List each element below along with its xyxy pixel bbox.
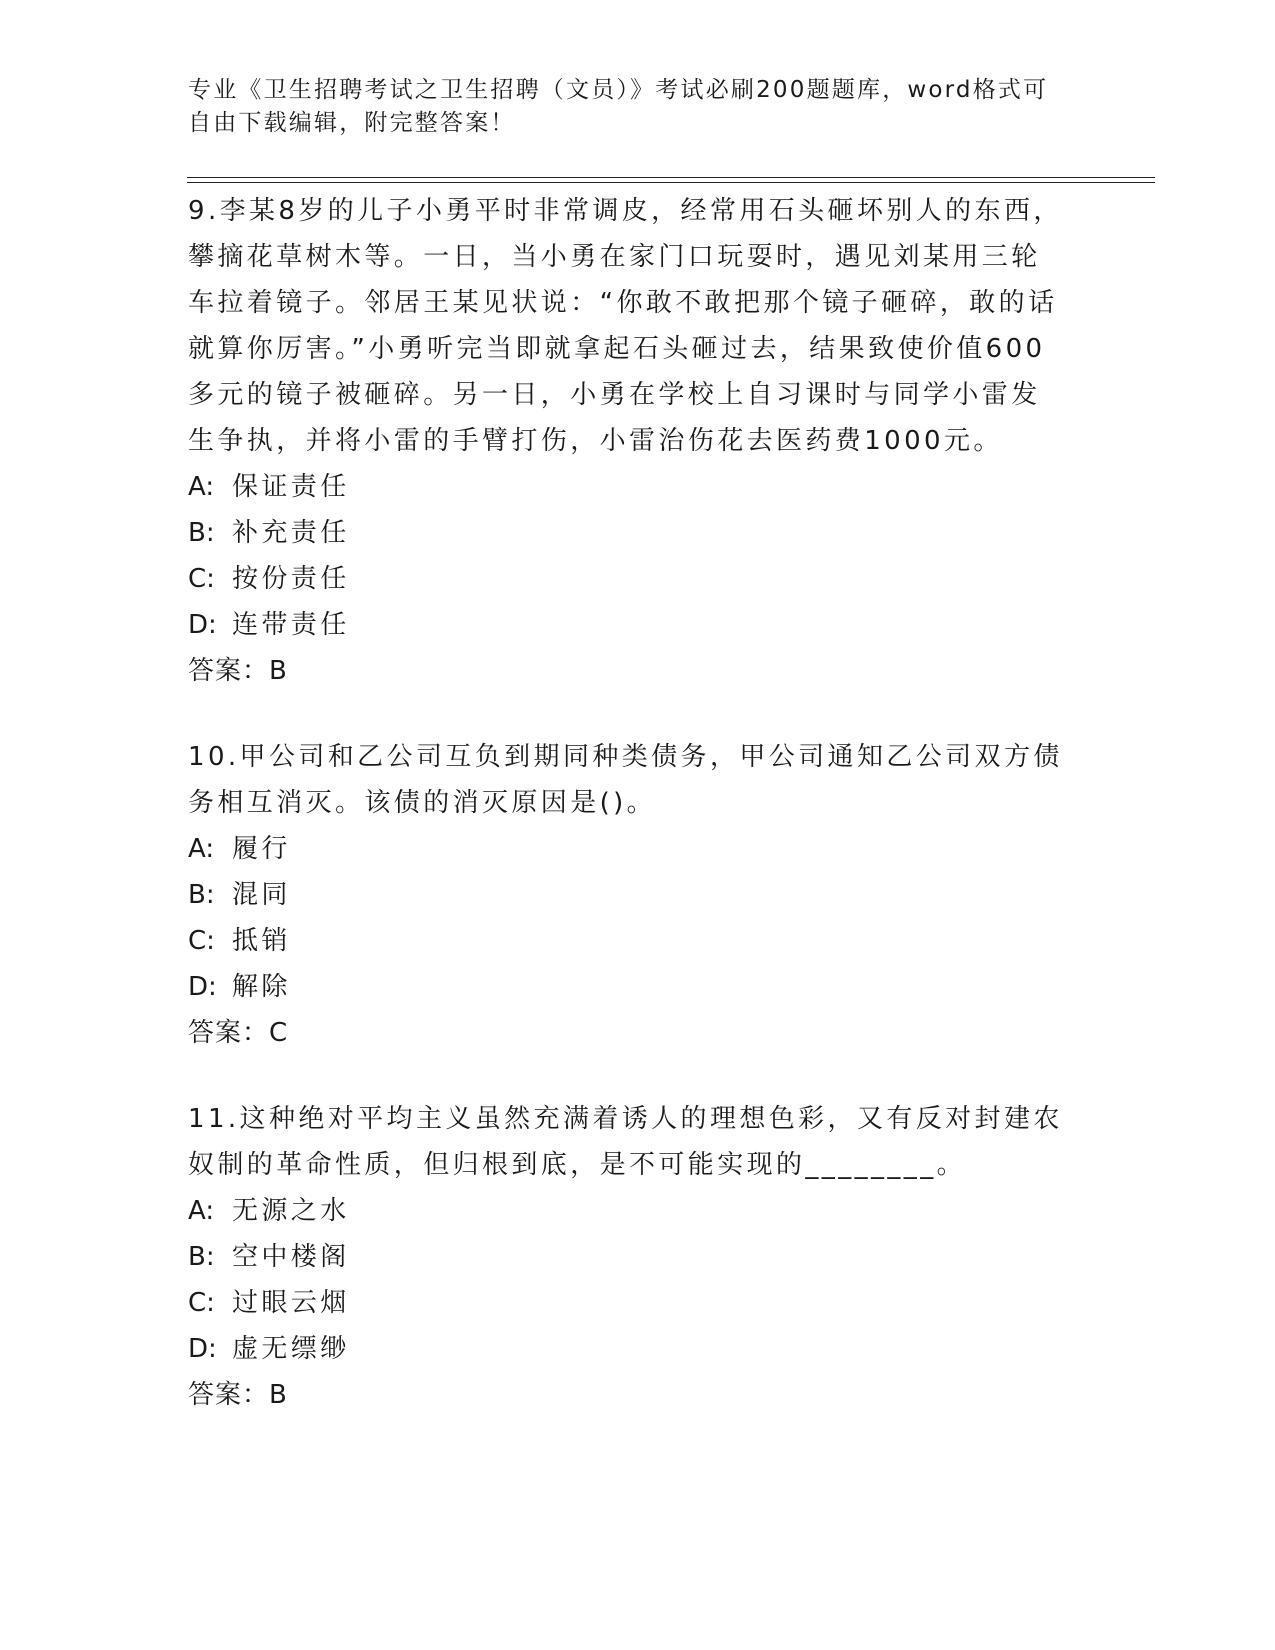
option-letter: B: xyxy=(188,1242,215,1272)
option-letter: C: xyxy=(188,564,215,594)
option-text: 按份责任 xyxy=(232,564,350,594)
question-stem: 11.这种绝对平均主义虽然充满着诱人的理想色彩，又有反对封建农奴制的革命性质，但归根到底，是不可能实现的________。 xyxy=(188,1104,1063,1180)
option-c xyxy=(188,556,1068,602)
question-stem: 9.李某8岁的儿子小勇平时非常调皮，经常用石头砸坏别人的东西，攀摘花草树木等。一日，当小勇在家门口玩耍时，遇见刘某用三轮车拉着镜子。邻居王某见状说：“你敢不敢把那个镜子砸碎，敢的话就算你厉害。”小勇听完当即就拿起石头砸过去，结果致使价值600多元的镜子被砸碎。另一日，小勇在学校上自习课时与同学小雷发生争执，并将小雷的手臂打伤，小雷治伤花去医药费1000元。 xyxy=(188,196,1063,456)
option-a xyxy=(188,464,1068,510)
question-10 xyxy=(188,734,1068,1056)
option-text: 保证责任 xyxy=(232,472,350,502)
option-b xyxy=(188,510,1068,556)
option-text: 履行 xyxy=(232,834,291,864)
option-c xyxy=(188,1280,1068,1326)
header-rule-bottom xyxy=(187,182,1155,183)
option-b xyxy=(188,1234,1068,1280)
option-text: 虚无缥缈 xyxy=(232,1334,350,1364)
option-text: 连带责任 xyxy=(232,610,350,640)
question-stem: 10.甲公司和乙公司互负到期同种类债务，甲公司通知乙公司双方债务相互消灭。该债的消灭原因是()。 xyxy=(188,742,1063,818)
option-text: 补充责任 xyxy=(232,518,350,548)
option-d xyxy=(188,1326,1068,1372)
option-letter: A: xyxy=(188,834,215,864)
header-rule-top xyxy=(187,177,1155,178)
question-11 xyxy=(188,1096,1068,1418)
option-letter: B: xyxy=(188,880,215,910)
answer-line: 答案：C xyxy=(188,1018,289,1048)
option-letter: B: xyxy=(188,518,215,548)
option-letter: C: xyxy=(188,926,215,956)
option-letter: D: xyxy=(188,1334,217,1364)
option-letter: D: xyxy=(188,972,217,1002)
option-a xyxy=(188,826,1068,872)
option-text: 空中楼阁 xyxy=(232,1242,350,1272)
option-c xyxy=(188,918,1068,964)
question-9 xyxy=(188,188,1068,694)
option-letter: D: xyxy=(188,610,217,640)
answer-line: 答案：B xyxy=(188,656,288,686)
document-header: 专业《卫生招聘考试之卫生招聘（文员）》考试必刷200题题库，word格式可自由下载编辑，附完整答案！ xyxy=(188,77,1049,136)
option-text: 抵销 xyxy=(232,926,291,956)
option-a xyxy=(188,1188,1068,1234)
option-letter: A: xyxy=(188,472,215,502)
answer-line: 答案：B xyxy=(188,1380,288,1410)
option-text: 过眼云烟 xyxy=(232,1288,350,1318)
option-letter: A: xyxy=(188,1196,215,1226)
option-d xyxy=(188,964,1068,1010)
option-text: 混同 xyxy=(232,880,291,910)
option-text: 无源之水 xyxy=(232,1196,350,1226)
option-d xyxy=(188,602,1068,648)
option-letter: C: xyxy=(188,1288,215,1318)
option-text: 解除 xyxy=(232,972,291,1002)
option-b xyxy=(188,872,1068,918)
